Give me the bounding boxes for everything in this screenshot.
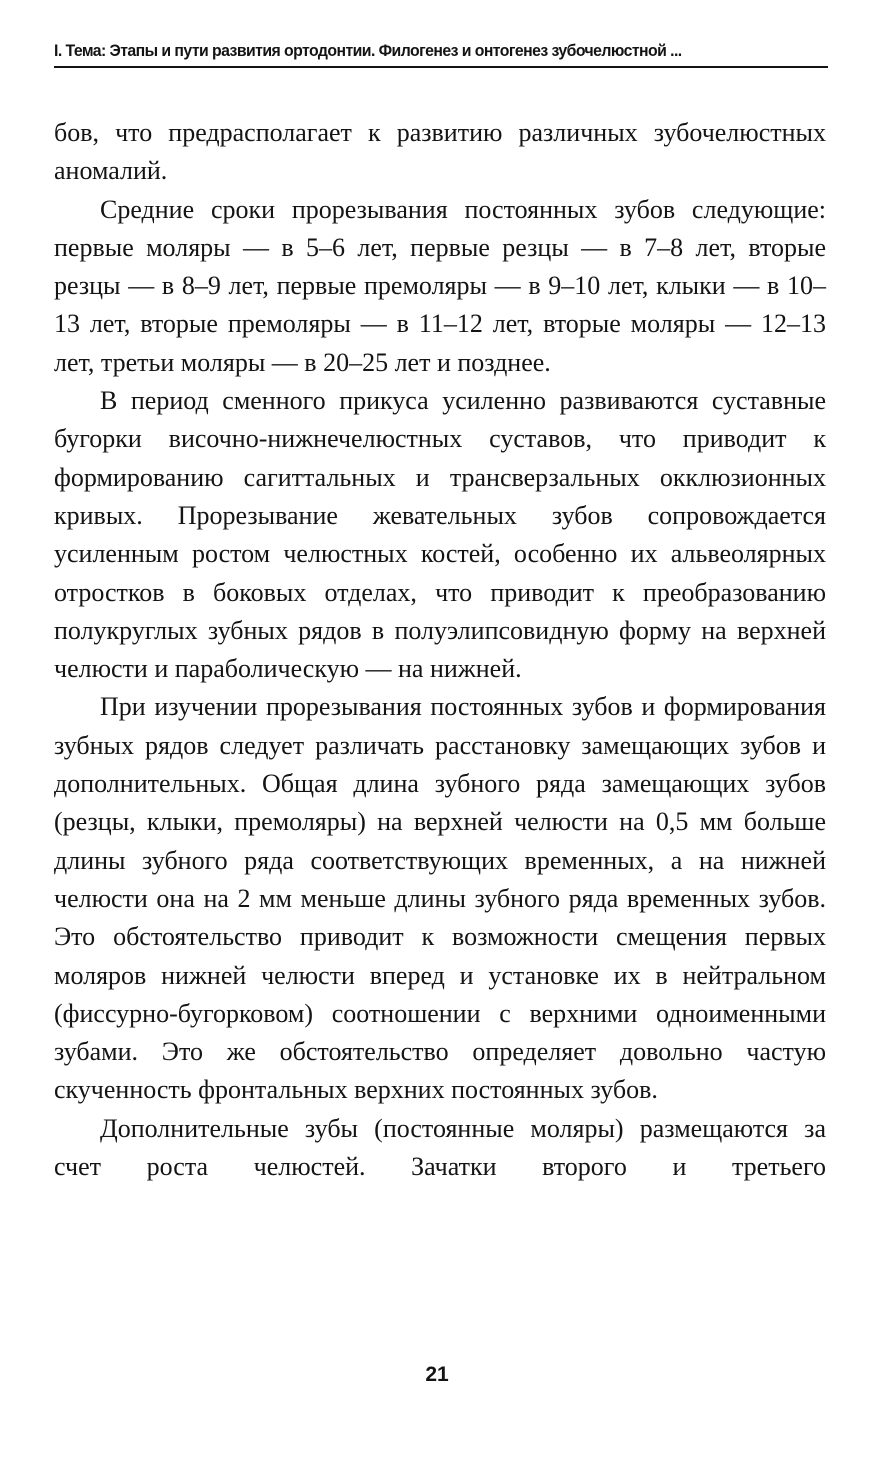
paragraph-mixed-dentition: В период сменного прикуса усиленно развиваются суставные бугорки височно-нижнечелюстных суставов, что приводит к формированию сагиттальных и трансверзальных окклюзионных кривых. Прорезывание жевательных зубов сопровождается усиленным ростом челюстных костей, особенно их альвеолярных отростков в боковых отделах, что приводит к преобразованию полукруглых зубных рядов в полуэлипсовидную форму на верхней челюсти и параболическую — на нижней. — [54, 386, 826, 684]
header-rule — [54, 66, 828, 68]
paragraph-continuation: бов, что предрасполагает к развитию различных зубочелюстных аномалий. — [54, 118, 826, 186]
running-header: I. Тема: Этапы и пути развития ортодонтии. Филогенез и онтогенез зубочелюстной ... — [54, 41, 682, 60]
paragraph-replacement-teeth: При изучении прорезывания постоянных зубов и формирования зубных рядов следует различать расстановку замещающих зубов и дополнительных. Общая длина зубного ряда замещающих зубов (резцы, клыки, премоляры) на верхней челюсти на 0,5 мм больше длины зубного ряда соответствующих временных, а на нижней челюсти она на 2 мм меньше длины зубного ряда временных зубов. Это обстоятельство приводит к возможности смещения первых моляров нижней челюсти вперед и установке их в нейтральном (фиссурно-бугорковом) соотношении с верхними одноименными зубами. Это же обстоятельство определяет довольно частую скученность фронтальных верхних постоянных зубов. — [54, 692, 826, 1105]
page-number: 21 — [425, 1363, 449, 1386]
page-body — [54, 114, 826, 1186]
paragraph-eruption-timing: Средние сроки прорезывания постоянных зубов следующие: первые моляры — в 5–6 лет, первые резцы — в 7–8 лет, вторые резцы — в 8–9 лет, первые премоляры — в 9–10 лет, клыки — в 10–13 лет, вторые премоляры — в 11–12 лет, вторые моляры — 12–13 лет, третьи моляры — в 20–25 лет и позднее. — [54, 194, 826, 377]
paragraph-additional-teeth: Дополнительные зубы (постоянные моляры) размещаются за счет роста челюстей. Зачатки второго и третьего — [54, 1113, 826, 1182]
